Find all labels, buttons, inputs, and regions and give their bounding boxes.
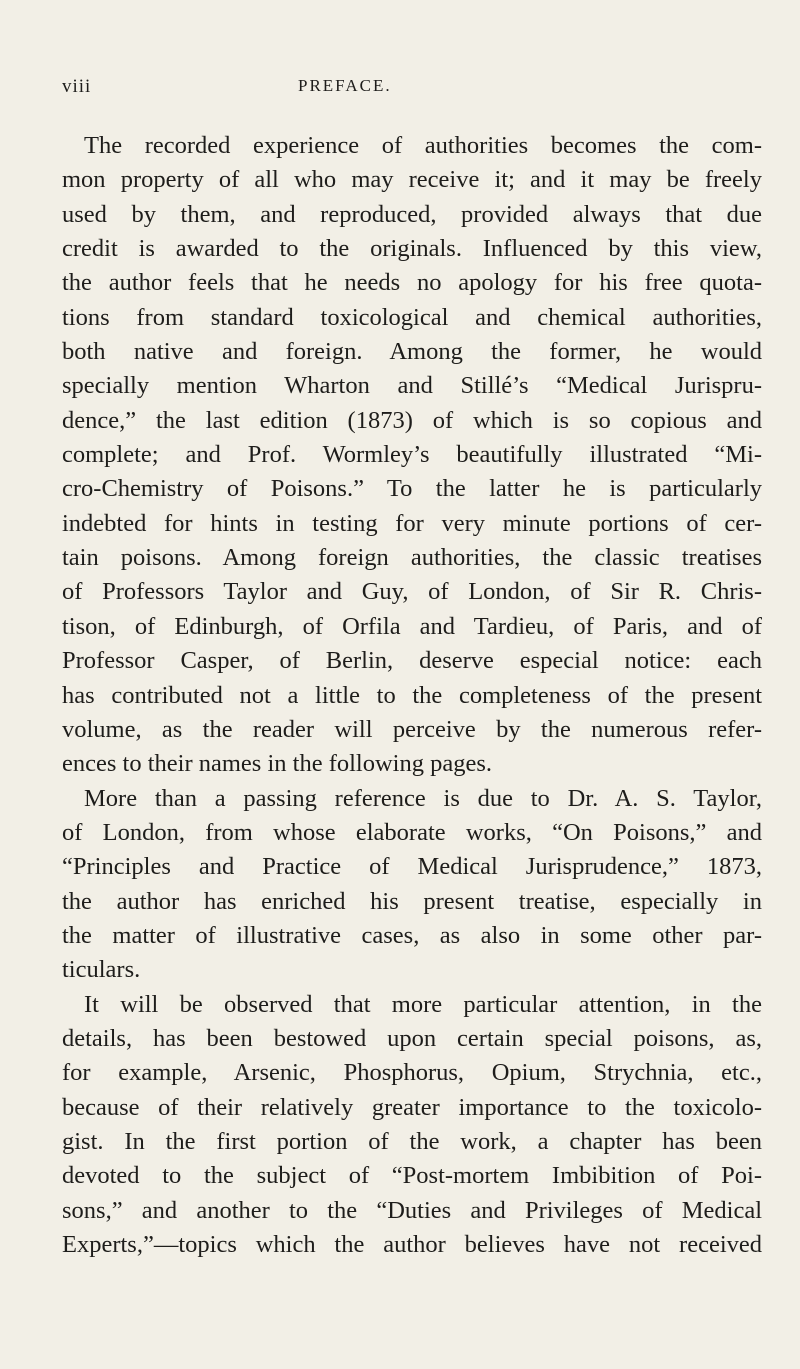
text-line: ences to their names in the following pages. bbox=[62, 750, 492, 778]
text-line: tison, of Edinburgh, of Orfila and Tardieu, of Paris, and of bbox=[62, 612, 762, 640]
text-line: the author has enriched his present treatise, especially in bbox=[62, 887, 762, 915]
text-line: specially mention Wharton and Stillé’s “Medical Jurispru- bbox=[62, 372, 762, 400]
text-line: It will be observed that more particular attention, in the bbox=[84, 990, 762, 1018]
text-line: both native and foreign. Among the former, he would bbox=[62, 338, 762, 366]
running-title: PREFACE. bbox=[298, 76, 392, 95]
text-line: credit is awarded to the originals. Influenced by this view, bbox=[62, 235, 762, 263]
text-line: ticulars. bbox=[62, 956, 141, 984]
text-line: of Professors Taylor and Guy, of London, of Sir R. Chris- bbox=[62, 578, 762, 606]
text-line: tain poisons. Among foreign authorities, the classic treatises bbox=[62, 544, 762, 572]
text-line: used by them, and reproduced, provided always that due bbox=[62, 200, 762, 228]
text-line: mon property of all who may receive it; and it may be freely bbox=[62, 166, 762, 194]
text-line: indebted for hints in testing for very minute portions of cer- bbox=[62, 509, 762, 537]
text-line: gist. In the first portion of the work, a chapter has been bbox=[62, 1127, 762, 1155]
text-line: the author feels that he needs no apology for his free quota- bbox=[62, 269, 762, 297]
preface-body-text bbox=[62, 129, 762, 1262]
text-line: volume, as the reader will perceive by the numerous refer- bbox=[62, 715, 762, 743]
text-line: of London, from whose elaborate works, “On Poisons,” and bbox=[62, 818, 762, 846]
text-line: sons,” and another to the “Duties and Privileges of Medical bbox=[62, 1196, 762, 1224]
text-line: because of their relatively greater importance to the toxicolo- bbox=[62, 1093, 762, 1121]
text-line: More than a passing reference is due to Dr. A. S. Taylor, bbox=[84, 784, 762, 812]
text-line: The recorded experience of authorities becomes the com- bbox=[84, 132, 762, 159]
text-line: for example, Arsenic, Phosphorus, Opium, Strychnia, etc., bbox=[62, 1059, 762, 1087]
text-line: devoted to the subject of “Post-mortem Imbibition of Poi- bbox=[62, 1162, 762, 1190]
text-line: details, has been bestowed upon certain special poisons, as, bbox=[62, 1024, 762, 1052]
text-line: Experts,”—topics which the author believes have not received bbox=[62, 1231, 762, 1258]
text-line: complete; and Prof. Wormley’s beautifully illustrated “Mi- bbox=[62, 441, 762, 469]
text-line: “Principles and Practice of Medical Jurisprudence,” 1873, bbox=[62, 853, 762, 881]
text-line: tions from standard toxicological and chemical authorities, bbox=[62, 303, 762, 331]
text-line: dence,” the last edition (1873) of which is so copious and bbox=[62, 406, 762, 434]
text-line: the matter of illustrative cases, as also in some other par- bbox=[62, 921, 762, 949]
text-line: cro-Chemistry of Poisons.” To the latter he is particularly bbox=[62, 475, 762, 503]
text-line: Professor Casper, of Berlin, deserve especial notice: each bbox=[62, 647, 762, 675]
running-head bbox=[62, 76, 762, 106]
page-number: viii bbox=[62, 76, 92, 97]
text-line: has contributed not a little to the completeness of the present bbox=[62, 681, 762, 709]
